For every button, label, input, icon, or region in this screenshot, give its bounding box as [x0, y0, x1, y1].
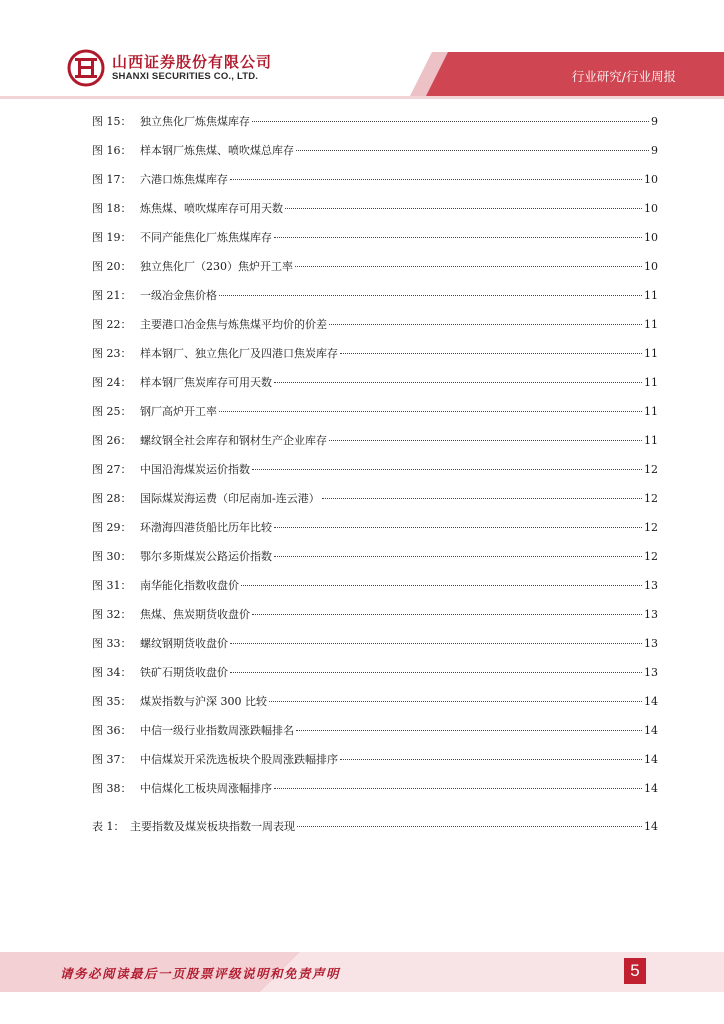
figure-number: 图 29： — [92, 521, 132, 534]
figure-number: 图 31： — [92, 579, 132, 592]
toc-row[interactable] — [92, 461, 658, 490]
company-name-cn: 山西证券股份有限公司 — [112, 53, 273, 71]
figure-number: 图 21： — [92, 289, 132, 302]
company-logo-icon — [66, 48, 106, 88]
toc-row[interactable] — [92, 490, 658, 519]
figure-title: 中信一级行业指数周涨跌幅排名 — [140, 724, 294, 737]
figure-number: 图 17： — [92, 173, 132, 186]
page-ref: 13 — [644, 666, 658, 679]
page-ref: 11 — [644, 289, 658, 302]
figure-title: 样本钢厂焦炭库存可用天数 — [140, 376, 272, 389]
disclaimer-note: 请务必阅读最后一页股票评级说明和免责声明 — [60, 966, 341, 981]
figure-number: 图 28： — [92, 492, 132, 505]
figure-title: 钢厂高炉开工率 — [140, 405, 217, 418]
figure-title: 焦煤、焦炭期货收盘价 — [140, 608, 250, 621]
dot-leader — [285, 208, 642, 209]
figure-title: 铁矿石期货收盘价 — [140, 666, 228, 679]
table-number: 表 1： — [92, 820, 125, 833]
figure-title: 样本钢厂、独立焦化厂及四港口焦炭库存 — [140, 347, 338, 360]
page-ref: 9 — [651, 144, 658, 157]
dot-leader — [230, 643, 642, 644]
company-name-en: SHANXI SECURITIES CO., LTD. — [112, 71, 259, 82]
table-title: 主要指数及煤炭板块指数一周表现 — [130, 820, 295, 833]
toc-row[interactable] — [92, 316, 658, 345]
toc-row[interactable] — [92, 577, 658, 606]
toc-row[interactable] — [92, 780, 658, 809]
dot-leader — [340, 353, 642, 354]
dot-leader — [230, 672, 642, 673]
dot-leader — [230, 179, 642, 180]
figure-title: 炼焦煤、喷吹煤库存可用天数 — [140, 202, 283, 215]
toc-row[interactable] — [92, 664, 658, 693]
figure-number: 图 24： — [92, 376, 132, 389]
figure-number: 图 33： — [92, 637, 132, 650]
page-ref: 10 — [644, 260, 658, 273]
toc-row[interactable] — [92, 693, 658, 722]
dot-leader — [219, 295, 642, 296]
page-ref: 14 — [644, 695, 658, 708]
page-ref: 10 — [644, 173, 658, 186]
page-ref: 14 — [644, 820, 658, 833]
figure-number: 图 34： — [92, 666, 132, 679]
figure-number: 图 35： — [92, 695, 132, 708]
toc-row[interactable] — [92, 635, 658, 664]
figure-title: 螺纹钢期货收盘价 — [140, 637, 228, 650]
figure-title: 独立焦化厂（230）焦炉开工率 — [140, 260, 293, 273]
toc-row[interactable] — [92, 200, 658, 229]
dot-leader — [274, 527, 642, 528]
figure-title: 国际煤炭海运费（印尼南加-连云港） — [140, 492, 320, 505]
toc-row[interactable] — [92, 548, 658, 577]
dot-leader — [274, 788, 642, 789]
figure-number: 图 30： — [92, 550, 132, 563]
figure-title: 中国沿海煤炭运价指数 — [140, 463, 250, 476]
page-number: 5 — [624, 958, 646, 984]
figure-title: 中信煤化工板块周涨幅排序 — [140, 782, 272, 795]
toc-row[interactable] — [92, 374, 658, 403]
page-ref: 12 — [644, 550, 658, 563]
dot-leader — [329, 324, 642, 325]
page-ref: 11 — [644, 434, 658, 447]
dot-leader — [252, 121, 649, 122]
figure-title: 主要港口冶金焦与炼焦煤平均价的价差 — [140, 318, 327, 331]
dot-leader — [274, 556, 642, 557]
page-ref: 14 — [644, 724, 658, 737]
figure-number: 图 19： — [92, 231, 132, 244]
figure-title: 不同产能焦化厂炼焦煤库存 — [140, 231, 272, 244]
page-ref: 14 — [644, 782, 658, 795]
dot-leader — [252, 469, 642, 470]
toc-row[interactable] — [92, 345, 658, 374]
figure-title: 独立焦化厂炼焦煤库存 — [140, 115, 250, 128]
figure-number: 图 18： — [92, 202, 132, 215]
figure-title: 样本钢厂炼焦煤、喷吹煤总库存 — [140, 144, 294, 157]
page-ref: 11 — [644, 318, 658, 331]
figure-title: 南华能化指数收盘价 — [140, 579, 239, 592]
figure-number: 图 23： — [92, 347, 132, 360]
page-footer — [0, 952, 724, 992]
figure-number: 图 36： — [92, 724, 132, 737]
figure-title: 六港口炼焦煤库存 — [140, 173, 228, 186]
toc-row[interactable] — [92, 403, 658, 432]
dot-leader — [269, 701, 642, 702]
figure-number: 图 27： — [92, 463, 132, 476]
page-header — [0, 0, 724, 100]
dot-leader — [295, 266, 642, 267]
table-list — [92, 818, 658, 847]
dot-leader — [252, 614, 642, 615]
toc-row[interactable] — [92, 432, 658, 461]
page-ref: 13 — [644, 608, 658, 621]
toc-row[interactable] — [92, 722, 658, 751]
toc-row[interactable] — [92, 142, 658, 171]
toc-row[interactable] — [92, 818, 658, 847]
figure-title: 中信煤炭开采洗选板块个股周涨跌幅排序 — [140, 753, 338, 766]
page-ref: 12 — [644, 521, 658, 534]
page-ref: 12 — [644, 463, 658, 476]
figure-number: 图 38： — [92, 782, 132, 795]
page-ref: 10 — [644, 202, 658, 215]
page-ref: 13 — [644, 637, 658, 650]
figure-number: 图 20： — [92, 260, 132, 273]
toc-row[interactable] — [92, 258, 658, 287]
figure-title: 环渤海四港货船比历年比较 — [140, 521, 272, 534]
figure-title: 一级冶金焦价格 — [140, 289, 217, 302]
figure-number: 图 15： — [92, 115, 132, 128]
figure-number: 图 16： — [92, 144, 132, 157]
toc-row[interactable] — [92, 113, 658, 142]
dot-leader — [322, 498, 642, 499]
header-band — [0, 0, 724, 100]
page-ref: 14 — [644, 753, 658, 766]
toc-row[interactable] — [92, 171, 658, 200]
dot-leader — [241, 585, 642, 586]
toc-row[interactable] — [92, 287, 658, 316]
toc-row[interactable] — [92, 519, 658, 548]
figure-title: 鄂尔多斯煤炭公路运价指数 — [140, 550, 272, 563]
dot-leader — [296, 730, 642, 731]
figure-number: 图 25： — [92, 405, 132, 418]
page-ref: 9 — [651, 115, 658, 128]
figure-title: 煤炭指数与沪深 300 比较 — [140, 695, 267, 708]
page-ref: 10 — [644, 231, 658, 244]
figure-list — [92, 113, 658, 809]
figure-number: 图 32： — [92, 608, 132, 621]
page-ref: 13 — [644, 579, 658, 592]
page-ref: 11 — [644, 347, 658, 360]
figure-number: 图 37： — [92, 753, 132, 766]
report-type: 行业研究/行业周报 — [571, 69, 676, 84]
figure-number: 图 26： — [92, 434, 132, 447]
dot-leader — [274, 237, 642, 238]
toc-row[interactable] — [92, 606, 658, 635]
figure-title: 螺纹钢全社会库存和钢材生产企业库存 — [140, 434, 327, 447]
toc-row[interactable] — [92, 229, 658, 258]
dot-leader — [340, 759, 642, 760]
page-ref: 11 — [644, 405, 658, 418]
dot-leader — [296, 150, 649, 151]
page-ref: 11 — [644, 376, 658, 389]
figure-number: 图 22： — [92, 318, 132, 331]
toc-row[interactable] — [92, 751, 658, 780]
dot-leader — [329, 440, 642, 441]
dot-leader — [219, 411, 642, 412]
dot-leader — [274, 382, 642, 383]
dot-leader — [297, 826, 642, 827]
page-ref: 12 — [644, 492, 658, 505]
